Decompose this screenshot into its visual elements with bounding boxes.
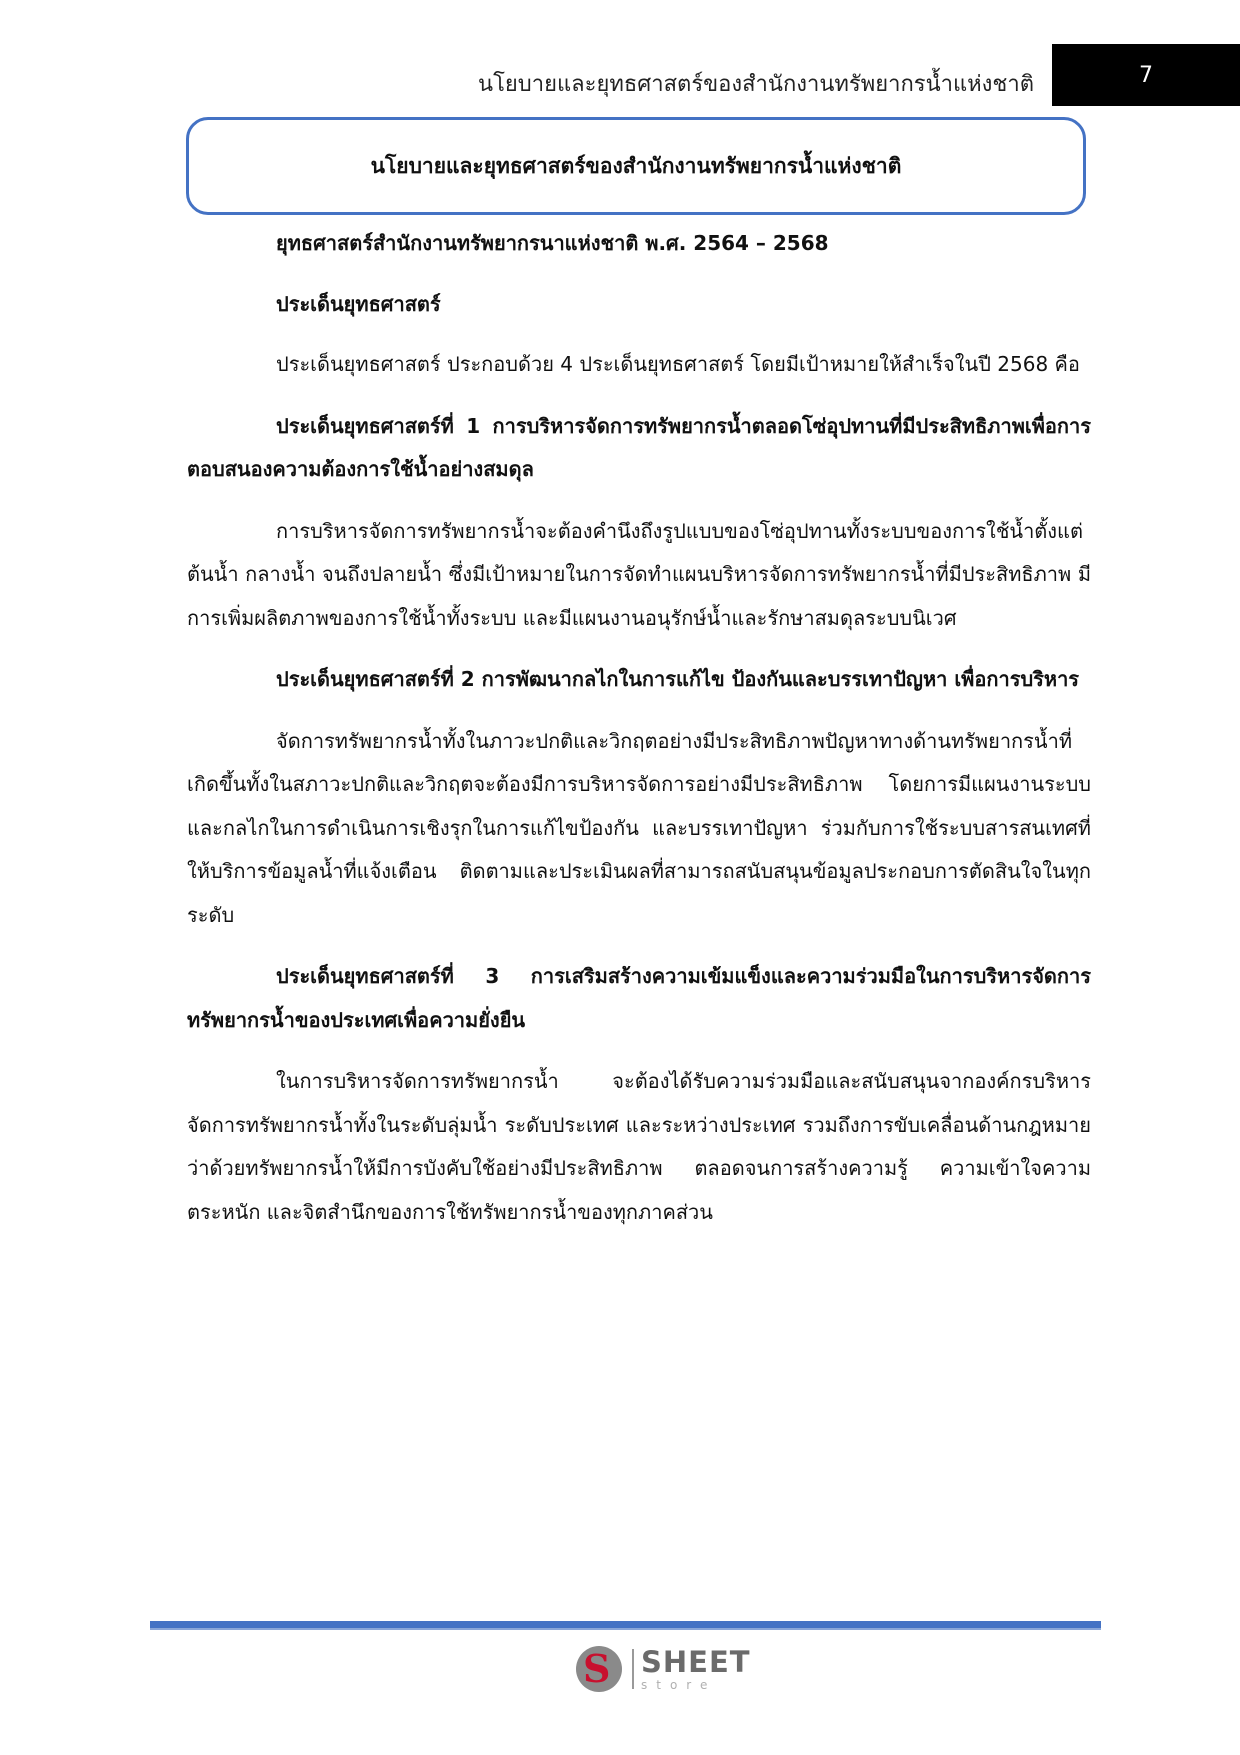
title-box: [186, 117, 1086, 215]
section-title: นโยบายและยุทธศาสตร์ของสำนักงานทรัพยากรน้ำแห่งชาติ: [370, 153, 902, 178]
issue-3-heading: ประเด็นยุทธศาสตร์ที่ 3 การเสริมสร้างความเข้มแข็งและความร่วมมือในการบริหารจัดการทรัพยากรน้ำของประเทศเพื่อความยั่งยืน: [187, 964, 1091, 1032]
logo-separator: [632, 1649, 634, 1689]
logo-subword: store: [641, 1677, 717, 1692]
intro-paragraph: ประเด็นยุทธศาสตร์ ประกอบด้วย 4 ประเด็นยุทธศาสตร์ โดยมีเป้าหมายให้สำเร็จในปี 2568 คือ: [276, 352, 1080, 376]
footer-divider: [150, 1621, 1101, 1630]
sheet-store-logo-icon: S: [576, 1646, 622, 1692]
document-body: [187, 222, 1091, 1234]
logo-wordmark: [641, 1644, 751, 1692]
strategy-heading: ยุทธศาสตร์สำนักงานทรัพยากรนาแห่งชาติ พ.ศ. 2564 – 2568: [276, 231, 829, 255]
issue-2-heading: ประเด็นยุทธศาสตร์ที่ 2 การพัฒนากลไกในการแก้ไข ป้องกันและบรรเทาปัญหา เพื่อการบริหาร: [276, 667, 1080, 691]
issue-1-body: การบริหารจัดการทรัพยากรน้ำจะต้องคำนึงถึงรูปแบบของโซ่อุปทานทั้งระบบของการใช้น้ำตั้งแต่ต้นน้ำ กลางน้ำ จนถึงปลายน้ำ ซึ่งมีเป้าหมายในการจัดทำแผนบริหารจัดการทรัพยากรน้ำที่มีประสิทธิภาพ มีการเพิ่มผลิตภาพของการใช้น้ำทั้งระบบ และมีแผนงานอนุรักษ์น้ำและรักษาสมดุลระบบนิเวศ: [187, 518, 1091, 630]
issues-heading: ประเด็นยุทธศาสตร์: [276, 291, 441, 316]
issue-3-body: ในการบริหารจัดการทรัพยากรน้ำ จะต้องได้รับความร่วมมือและสนับสนุนจากองค์กรบริหารจัดการทรัพยากรน้ำทั้งในระดับลุ่มน้ำ ระดับประเทศ และระหว่างประเทศ รวมถึงการขับเคลื่อนด้านกฎหมายว่าด้วยทรัพยากรน้ำให้มีการบังคับใช้อย่างมีประสิทธิภาพ ตลอดจนการสร้างความรู้ ความเข้าใจความตระหนัก และจิตสำนึกของการใช้ทรัพยากรน้ำของทุกภาคส่วน: [187, 1069, 1091, 1224]
footer-logo: [576, 1643, 751, 1695]
issue-1-heading: ประเด็นยุทธศาสตร์ที่ 1 การบริหารจัดการทรัพยากรน้ำตลอดโซ่อุปทานที่มีประสิทธิภาพเพื่อการตอบสนองความต้องการใช้น้ำอย่างสมดุล: [187, 413, 1091, 481]
running-header-title: นโยบายและยุทธศาสตร์ของสำนักงานทรัพยากรน้ำแห่งชาติ: [478, 72, 1034, 97]
issue-2-body: จัดการทรัพยากรน้ำทั้งในภาวะปกติและวิกฤตอย่างมีประสิทธิภาพปัญหาทางด้านทรัพยากรน้ำที่เกิดขึ้นทั้งในสภาวะปกติและวิกฤตจะต้องมีการบริหารจัดการอย่างมีประสิทธิภาพ โดยการมีแผนงานระบบและกลไกในการดำเนินการเชิงรุกในการแก้ไขป้องกัน และบรรเทาปัญหา ร่วมกับการใช้ระบบสารสนเทศที่ให้บริการข้อมูลน้ำที่แจ้งเตือน ติดตามและประเมินผลที่สามารถสนับสนุนข้อมูลประกอบการตัดสินใจในทุกระดับ: [187, 728, 1091, 927]
logo-word: SHEET: [641, 1644, 751, 1679]
page-number: 7: [1052, 44, 1240, 106]
